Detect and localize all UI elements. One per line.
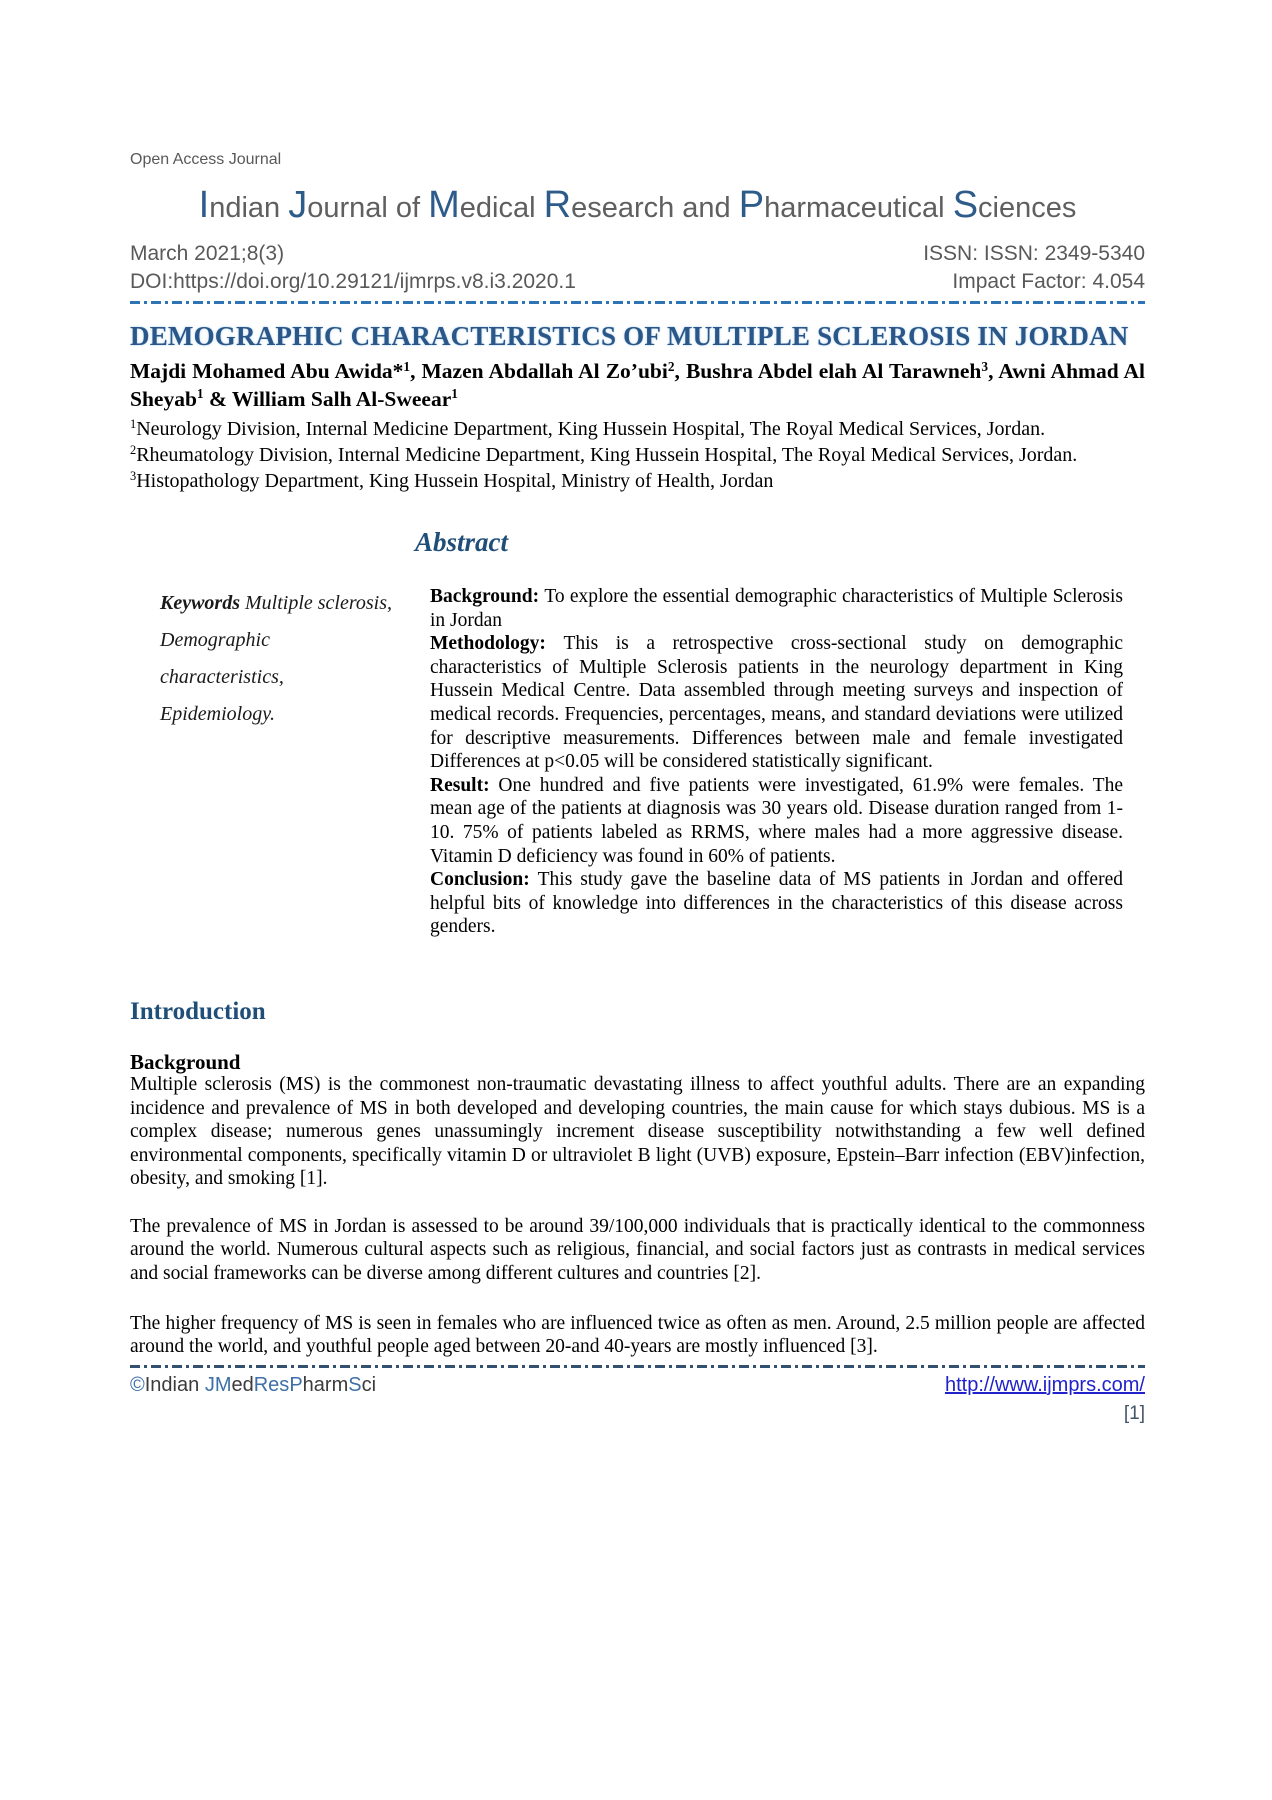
issue-date: March 2021;8(3)	[130, 242, 285, 265]
issn-label: ISSN: ISSN: 2349-5340	[923, 242, 1145, 265]
issue-issn-row	[130, 241, 1145, 267]
abstract-conclusion: Conclusion: This study gave the baseline data of MS patients in Jordan and offered helpful bits of knowledge into differences in the characteristics of this disease across genders.	[430, 869, 1123, 938]
paragraph-3: The higher frequency of MS is seen in females who are influenced twice as often as men. Around, 2.5 million people are affected around the world, and youthful people aged between 20-and 40-years are mostly influenced [3].	[130, 1312, 1145, 1358]
abstract-section	[130, 585, 1145, 939]
page-number: [1]	[1123, 1402, 1145, 1424]
introduction-heading: Introduction	[130, 997, 266, 1025]
open-access-label: Open Access Journal	[130, 151, 282, 168]
background-subheading: Background	[130, 1049, 241, 1074]
abstract-background: Background: To explore the essential demographic characteristics of Multiple Sclerosis in Jordan	[430, 586, 1124, 631]
affiliations	[130, 416, 1145, 494]
keywords-block: Keywords Multiple sclerosis, Demographic characteristics, Epidemiology.	[160, 592, 393, 725]
footer-journal-link[interactable]: http://www.ijmprs.com/	[944, 1373, 1145, 1396]
doi-impact-row	[130, 269, 1145, 295]
affiliation-2: $^2$Rheumatology Division, Internal Medicine Department, King Hussein Hospital, The Royal Medical Services, Jordan.	[130, 443, 1078, 466]
abstract-result: Result: One hundred and five patients were investigated, 61.9% were females. The mean age of the patients at diagnosis was 30 years old. Disease duration ranged from 1-10. 75% of patients labeled as RRMS, where males had a more aggressive disease. Vitamin D deficiency was found in 60% of patients.	[430, 774, 1123, 867]
article-title: DEMOGRAPHIC CHARACTERISTICS OF MULTIPLE SCLEROSIS IN JORDAN	[130, 321, 1129, 351]
journal-title: Indian Journal of Medical Research and Pharmaceutical Sciences	[198, 184, 1077, 226]
abstract-methodology: Methodology: This is a retrospective cross-sectional study on demographic characteristics of Multiple Sclerosis patients in the neurology department in King Hussein Medical Centre. Data assembled through meeting surveys and inspection of medical records. Frequencies, percentages, means, and standard deviations were utilized for descriptive measurements. Differences between male and female investigated Differences at p<0.05 will be considered statistically significant.	[430, 633, 1123, 773]
doi-text: DOI:https://doi.org/10.29121/ijmrps.v8.i3.2020.1	[130, 270, 576, 293]
abstract-body	[430, 585, 1123, 939]
affiliation-3: $^3$Histopathology Department, King Hussein Hospital, Ministry of Health, Jordan	[130, 469, 774, 492]
paragraph-1: Multiple sclerosis (MS) is the commonest non-traumatic devastating illness to affect youthful adults. There are an expanding incidence and prevalence of MS in both developed and developing countries, the main cause for which stays dubious. MS is a complex disease; numerous genes unassumingly increment disease susceptibility notwithstanding a few well defined environmental components, specifically vitamin D or ultraviolet B light (UVB) exposure, Epstein–Barr infection (EBV)infection, obesity, and smoking [1].	[130, 1073, 1145, 1190]
header-divider	[130, 301, 1145, 304]
footer-copyright-brand: ©Indian JMedResPharmSci	[130, 1373, 377, 1396]
footer	[130, 1372, 1145, 1398]
affiliation-1: $^1$Neurology Division, Internal Medicine Department, King Hussein Hospital, The Royal Medical Services, Jordan.	[130, 417, 1046, 440]
impact-factor: Impact Factor: 4.054	[952, 270, 1145, 293]
authors-line: Majdi Mohamed Abu Awida*$^1$, Mazen Abdallah Al Zo’ubi$^2$, Bushra Abdel elah Al Tarawneh$^3$, Awni Ahmad Al Sheyab$^1$ & William Salh Al-Sweear$^1$	[130, 358, 1146, 411]
abstract-heading: Abstract	[415, 527, 509, 557]
footer-divider	[130, 1365, 1145, 1368]
paragraph-2: The prevalence of MS in Jordan is assessed to be around 39/100,000 individuals that is practically identical to the commonness around the world. Numerous cultural aspects such as religious, financial, and social factors just as contrasts in medical services and social frameworks can be diverse among different cultures and countries [2].	[130, 1215, 1145, 1285]
